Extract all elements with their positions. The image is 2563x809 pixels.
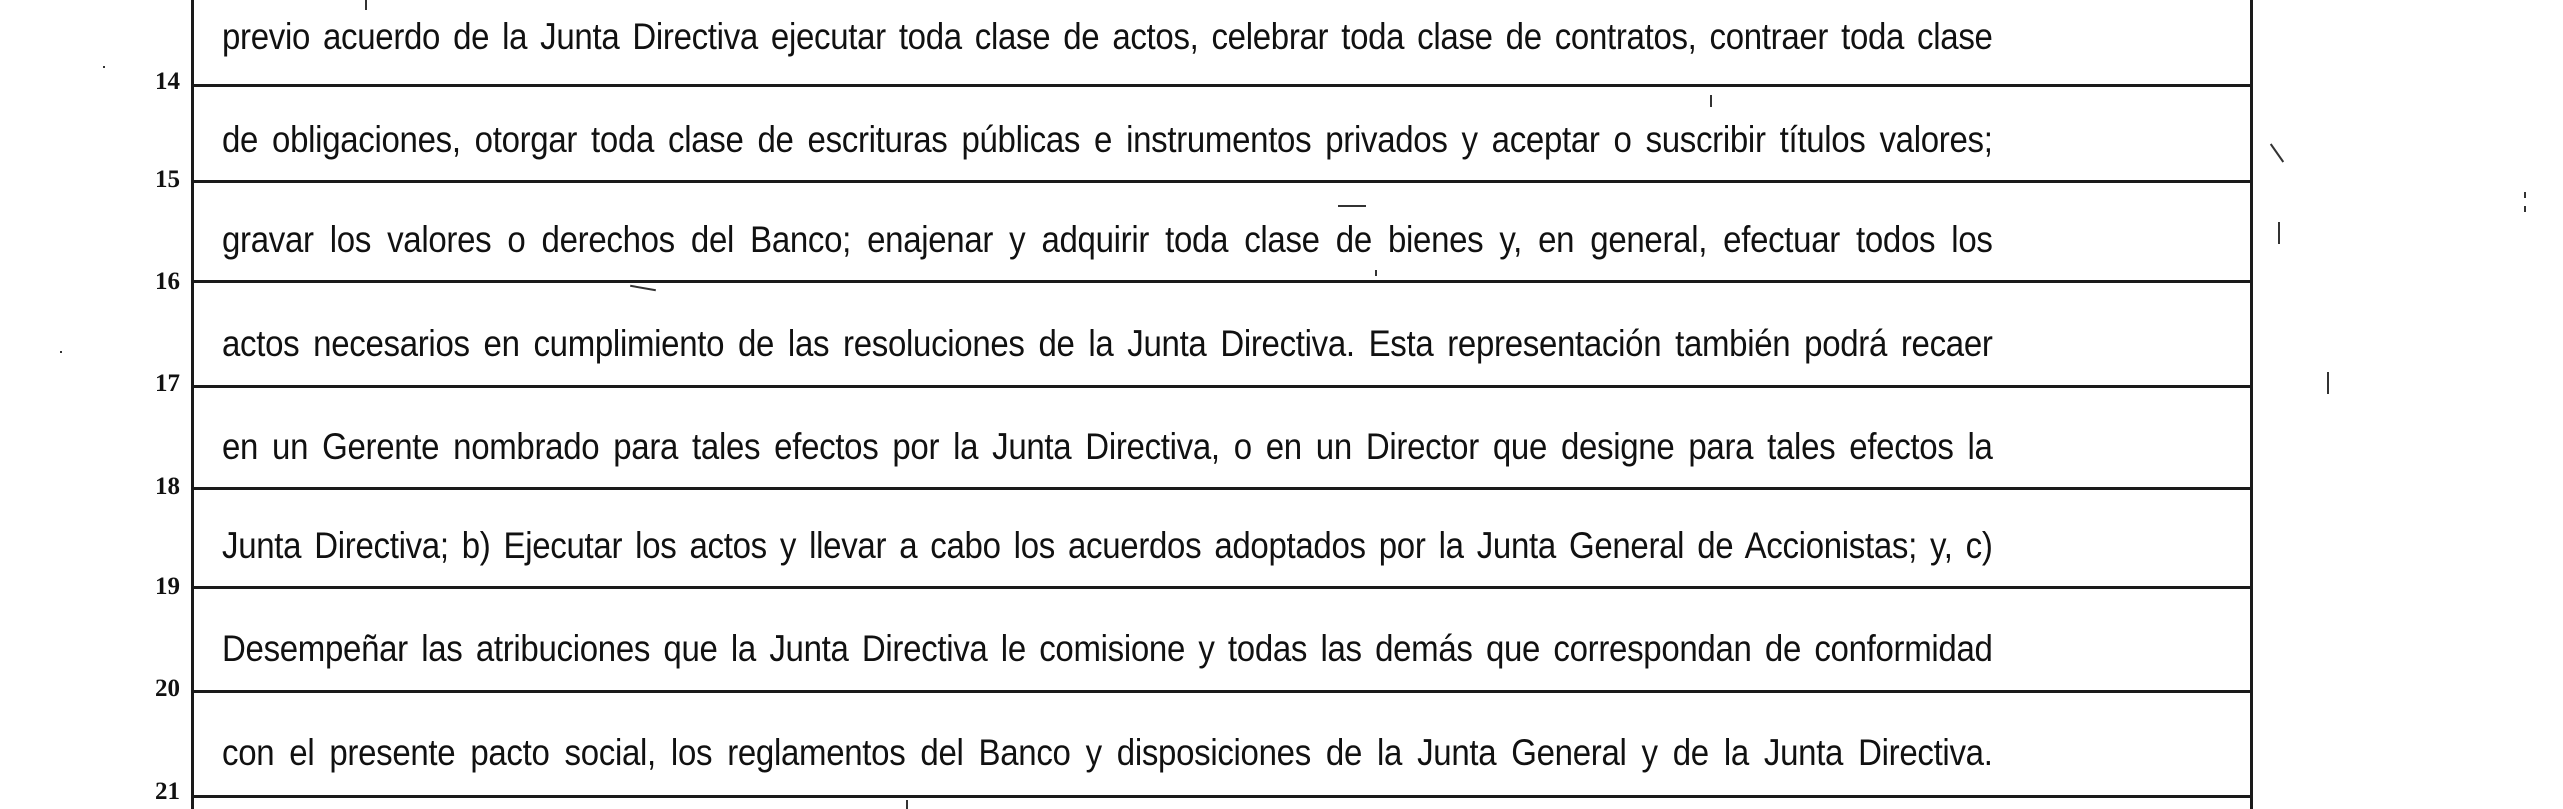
scan-speck bbox=[1375, 270, 1377, 276]
document-text-line: Junta Directiva; b) Ejecutar los actos y llevar a cabo los acuerdos adoptados por la Junta General de Accionistas; y, c) bbox=[222, 524, 1993, 566]
document-text-line: con el presente pacto social, los reglamentos del Banco y disposiciones de la Junta General y de la Junta Directiva. bbox=[222, 731, 1993, 773]
document-text-line: Desempeñar las atribuciones que la Junta Directiva le comisione y todas las demás que correspondan de conformidad bbox=[222, 627, 1993, 669]
ruled-line bbox=[192, 280, 2252, 283]
line-number: 17 bbox=[155, 370, 180, 397]
scan-mark bbox=[365, 0, 367, 10]
document-text-line: actos necesarios en cumplimiento de las resoluciones de la Junta Directiva. Esta representación también podrá recaer bbox=[222, 322, 1993, 364]
scan-mark bbox=[2270, 143, 2284, 162]
ruled-line bbox=[192, 795, 2252, 798]
line-number: 20 bbox=[155, 675, 180, 702]
document-text-line: de obligaciones, otorgar toda clase de escrituras públicas e instrumentos privados y aceptar o suscribir títulos valores; bbox=[222, 118, 1993, 160]
ruled-line bbox=[192, 180, 2252, 183]
scan-mark bbox=[2327, 372, 2329, 394]
line-number: 16 bbox=[155, 268, 180, 295]
line-number: 21 bbox=[155, 778, 180, 805]
ruled-line bbox=[192, 487, 2252, 490]
right-margin-line bbox=[2250, 0, 2253, 809]
left-margin-line bbox=[191, 0, 194, 809]
scan-speck bbox=[60, 351, 62, 353]
scan-mark bbox=[1710, 95, 1712, 107]
line-number: 15 bbox=[155, 166, 180, 193]
line-number: 19 bbox=[155, 573, 180, 600]
document-text-line: previo acuerdo de la Junta Directiva ejecutar toda clase de actos, celebrar toda clase de contratos, contraer toda clase bbox=[222, 15, 1993, 57]
scan-mark bbox=[2278, 222, 2280, 244]
scan-mark bbox=[1338, 205, 1366, 207]
document-text-line: en un Gerente nombrado para tales efectos por la Junta Directiva, o en un Director que designe para tales efectos la bbox=[222, 425, 1993, 467]
scan-speck bbox=[2524, 192, 2526, 198]
scan-speck bbox=[2524, 206, 2526, 212]
document-text-line: gravar los valores o derechos del Banco; enajenar y adquirir toda clase de bienes y, en general, efectuar todos los bbox=[222, 218, 1993, 260]
line-number: 14 bbox=[155, 68, 180, 95]
scan-mark bbox=[906, 800, 908, 809]
ruled-line bbox=[192, 84, 2252, 87]
ruled-line bbox=[192, 385, 2252, 388]
scan-speck bbox=[103, 66, 105, 68]
scan-mark bbox=[630, 285, 656, 291]
ruled-line bbox=[192, 690, 2252, 693]
line-number: 18 bbox=[155, 473, 180, 500]
ruled-line bbox=[192, 586, 2252, 589]
